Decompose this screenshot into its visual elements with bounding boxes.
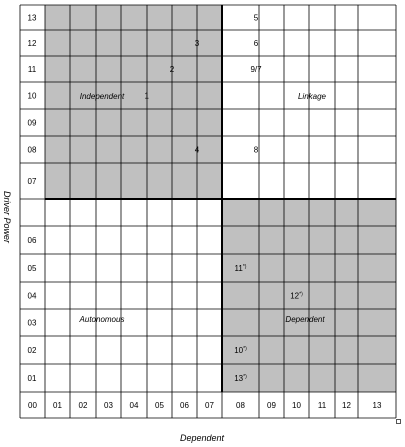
point-label-2: 2	[169, 65, 175, 74]
point-label-10: 10*)	[234, 346, 247, 355]
quadrant-label-independent: Independent	[79, 92, 125, 101]
quadrant-independent-shade	[45, 5, 222, 199]
x-tick-label-05: 05	[155, 401, 164, 410]
y-tick-label-05: 05	[27, 264, 37, 273]
y-tick-label-08: 08	[27, 145, 37, 155]
point-label-6: 6	[253, 39, 259, 48]
point-label-4: 4	[194, 145, 200, 155]
y-tick-label-06: 06	[27, 236, 37, 245]
x-tick-label-00: 00	[28, 401, 37, 410]
y-tick-label-03: 03	[27, 318, 37, 328]
x-tick-label-09: 09	[267, 401, 276, 410]
point-label-3: 3	[194, 39, 200, 48]
point-label-13: 13*)	[234, 374, 247, 383]
point-label-8: 8	[253, 145, 259, 155]
y-tick-label-01: 01	[27, 374, 37, 383]
quadrant-label-linkage: Linkage	[297, 92, 327, 101]
quadrant-label-dependent: Dependent	[285, 315, 325, 324]
resize-handle-icon[interactable]	[396, 419, 401, 424]
x-tick-label-06: 06	[180, 401, 189, 410]
x-tick-label-11: 11	[317, 401, 327, 410]
x-tick-label-13: 13	[372, 401, 382, 410]
x-tick-label-10: 10	[292, 401, 301, 410]
point-label-1: 1	[144, 91, 149, 101]
point-label-5: 5	[253, 13, 259, 23]
y-tick-label-02: 02	[27, 346, 37, 355]
y-tick-label-04: 04	[27, 291, 37, 301]
y-tick-label-10: 10	[27, 91, 37, 101]
x-axis-label: Dependent	[180, 433, 225, 443]
x-tick-label-07: 07	[205, 401, 214, 410]
x-tick-label-02: 02	[78, 401, 88, 410]
point-label-11: 11*)	[234, 264, 247, 273]
x-tick-label-12: 12	[342, 401, 351, 410]
y-tick-label-09: 09	[27, 118, 37, 128]
x-tick-label-04: 04	[129, 401, 139, 410]
x-tick-label-01: 01	[53, 401, 62, 410]
y-tick-label-12: 12	[27, 39, 37, 48]
x-tick-label-08: 08	[236, 401, 245, 410]
point-label-12: 12*)	[290, 291, 303, 301]
y-axis-label: Driver Power	[2, 191, 12, 244]
quadrant-label-autonomous: Autonomous	[79, 315, 125, 324]
x-tick-label-03: 03	[104, 401, 113, 410]
y-tick-label-11: 11	[27, 65, 37, 74]
point-label-9-7: 9/7	[250, 65, 262, 74]
y-tick-label-13: 13	[27, 13, 37, 23]
y-tick-label-07: 07	[27, 177, 37, 186]
